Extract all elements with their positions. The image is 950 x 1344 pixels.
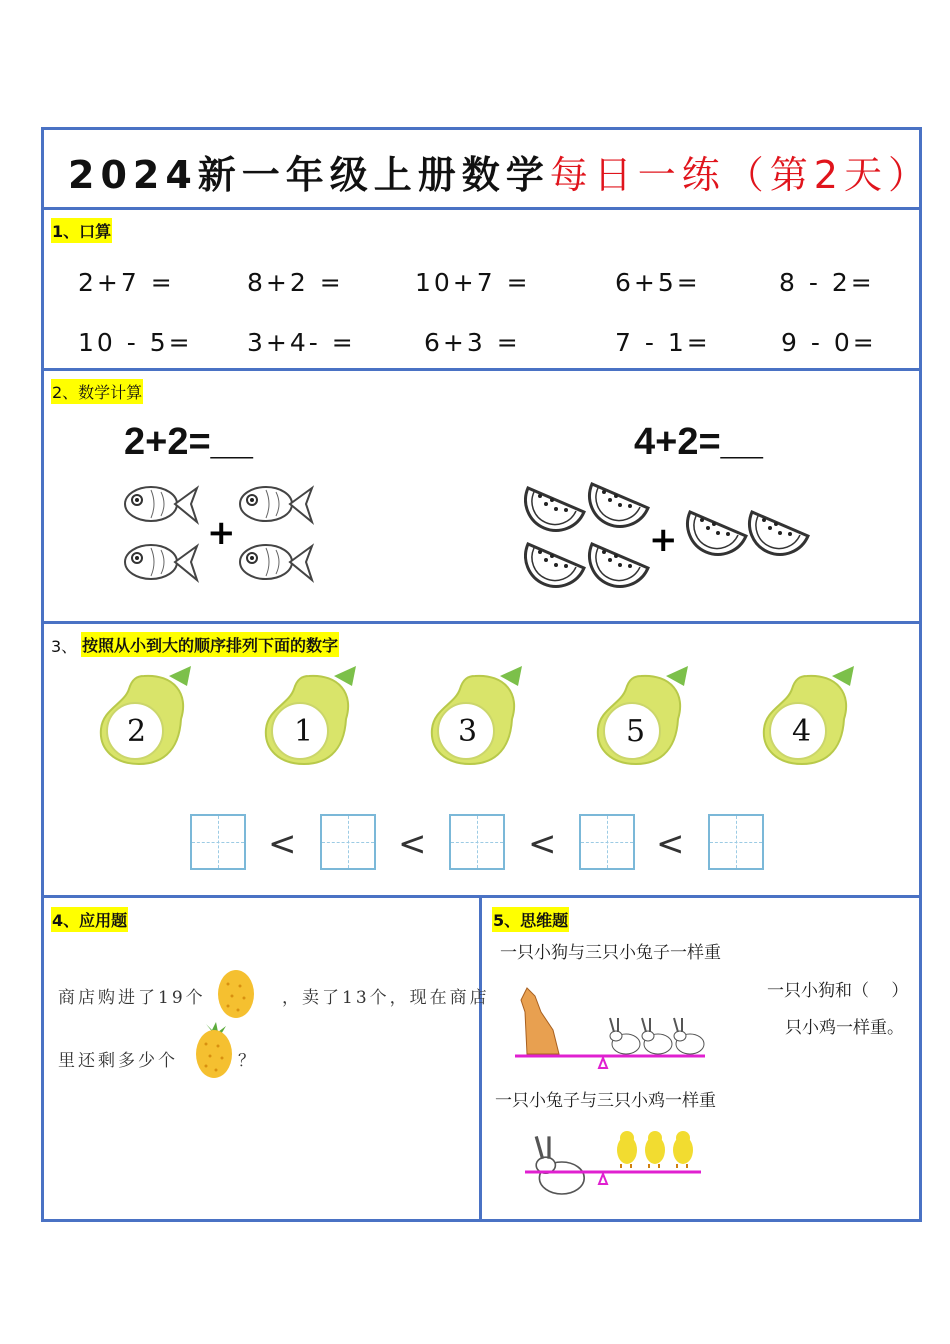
answer-box[interactable] [708,814,764,870]
problem-text: 商店购进了19个 [58,988,206,1008]
equation: 10 - 5= [78,328,193,357]
pear-number: 3 [458,714,478,749]
equation: 7 - 1= [615,328,711,357]
pear-number: 4 [792,714,812,749]
section-heading: 1、口算 [51,218,112,243]
statement: 一只小狗与三只小兔子一样重 [500,943,721,963]
pineapple-icon [194,1020,234,1078]
pear-card [264,664,364,772]
equation: 3+4- = [247,328,356,357]
section-number: 3、 [51,637,78,656]
title-main: 2024新一年级上册数学 [68,153,550,197]
pear-number: 2 [127,714,147,749]
equation: 9 - 0= [781,328,877,357]
answer-box[interactable] [449,814,505,870]
answer-box[interactable] [190,814,246,870]
section-heading: 5、思维题 [492,907,569,932]
pear-card [99,664,199,772]
problem-text: ，卖了13个，现在商店 [282,988,490,1008]
section-ordering [44,624,919,898]
pear-card [762,664,862,772]
fish-equation: 2+2=__ [124,421,253,463]
pear-number: 5 [626,714,646,749]
section-thinking [485,898,919,1219]
equation: 6+5= [615,268,701,297]
problem-text: 里还剩多少个 [58,1051,178,1071]
title-red: 每日一练（第2天） [549,153,932,197]
pear-card [430,664,530,772]
section-heading: 2、数学计算 [51,379,143,404]
section-heading: 4、应用题 [51,907,128,932]
pear-number: 1 [294,714,314,749]
watermelon-illustration [524,476,824,596]
less-than-sign: < [656,824,685,864]
less-than-sign: < [398,824,427,864]
problem-text: ？ [238,1051,258,1071]
svg-text:+: + [649,520,678,560]
equation: 8+2 = [247,268,344,297]
fish-illustration [119,476,319,596]
section-word-problem [44,898,490,1219]
question-text: 只小鸡一样重。 [785,1018,904,1038]
equation: 6+3 = [424,328,521,357]
statement: 一只小兔子与三只小鸡一样重 [495,1091,716,1111]
section-picture-math [44,371,919,624]
equation: 2+7 = [78,268,175,297]
less-than-sign: < [528,824,557,864]
equation: 10+7 = [415,268,531,297]
answer-box[interactable] [579,814,635,870]
melon-equation: 4+2=__ [634,421,763,463]
answer-box[interactable] [320,814,376,870]
section-mental-math [44,210,919,371]
dog-rabbit-scale [513,982,713,1072]
worksheet-title [44,130,932,210]
rabbit-chick-scale [523,1122,713,1198]
section-heading: 按照从小到大的顺序排列下面的数字 [81,632,339,657]
less-than-sign: < [268,824,297,864]
worksheet [41,127,932,1222]
pineapple-icon [216,970,256,1020]
equation: 8 - 2= [779,268,875,297]
plus-sign: + [207,513,236,553]
question-text: 一只小狗和（ ） [767,981,909,1001]
pear-card [596,664,696,772]
